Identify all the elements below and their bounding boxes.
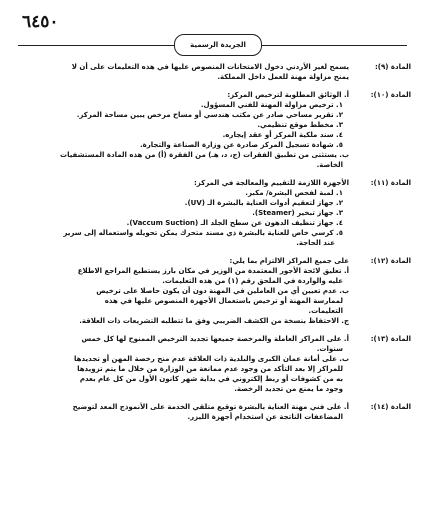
article-line: للمراكز إلا بعد التأكد من وجود عدم ممانعة من الوزارة من خلال ما يتم تزويدها bbox=[77, 365, 343, 373]
article-label: المادة (١٢): bbox=[370, 257, 411, 265]
article-line: يسمح لغير الأردني دخول الامتحانات المنصوص عليها في هذه التعليمات على أن لا bbox=[71, 63, 349, 71]
article-body bbox=[18, 402, 349, 422]
article-body bbox=[18, 256, 349, 326]
article-line: سنوات. bbox=[316, 345, 343, 353]
document-body bbox=[18, 62, 411, 430]
article-body bbox=[18, 334, 349, 394]
article-line: الخاصة. bbox=[316, 161, 343, 169]
article-body bbox=[18, 178, 349, 248]
article-body bbox=[18, 90, 349, 170]
article-14 bbox=[18, 402, 411, 422]
article-body bbox=[18, 62, 349, 82]
article-line: يمنح مزاولة مهنة للعمل داخل المملكة. bbox=[217, 73, 349, 81]
article-line: على جميع المراكز الالتزام بما يلي: bbox=[229, 257, 349, 265]
article-11 bbox=[18, 178, 411, 248]
article-line: الأجهزة اللازمة للتقييم والمعالجة في المركز: bbox=[193, 179, 349, 187]
article-line: عند الحاجة. bbox=[296, 239, 335, 247]
article-line: ١. لمبة لفحص البشرة/ مكبر. bbox=[245, 189, 343, 197]
article-line: أ. على فني مهنة العناية بالبشرة توقيع متلقي الخدمة على الأنموذج المعد لتوضيح bbox=[72, 403, 349, 411]
article-line: التعليمات. bbox=[308, 307, 343, 315]
article-line: ١. ترخيص مزاولة المهنة للفني المسؤول. bbox=[200, 101, 343, 109]
article-line: أ. تعليق لائحة الأجور المعتمدة من الوزير في مكان بارز يستطيع المراجع الاطلاع bbox=[77, 267, 349, 275]
article-label: المادة (١١): bbox=[370, 179, 411, 187]
header-title: الجريدة الرسمية bbox=[174, 34, 262, 56]
article-label: المادة (٩): bbox=[375, 63, 411, 71]
article-10 bbox=[18, 90, 411, 170]
article-line: ب. على أمانة عمان الكبرى والبلدية ذات العلاقة عدم منح رخصة المهن أو تجديدها bbox=[74, 355, 349, 363]
article-line: ب. يستثنى من تطبيق الفقرات (ج، د، هـ) من الفقرة (أ) من هذه المادة المستشفيات bbox=[60, 151, 349, 159]
article-line: ٣. جهاز تبخير (Steamer). bbox=[252, 209, 343, 217]
article-12 bbox=[18, 256, 411, 326]
article-line: به من كشوفات أو ربط إلكتروني في بداية شهر كانون الأول من كل عام بعدم bbox=[79, 375, 343, 383]
article-line: ٥. شهادة تسجيل المركز صادرة عن وزارة الصناعة والتجارة. bbox=[139, 141, 343, 149]
article-line: أ. على المراكز العاملة والمرخصة جميعها تجديد الترخيص الممنوح لها كل خمس bbox=[81, 335, 349, 343]
article-line: ٢. جهاز لتعقيم أدوات العناية بالبشرة الـ (UV). bbox=[184, 199, 343, 207]
article-line: أ. الوثائق المطلوبة لترخيص المركز: bbox=[227, 91, 349, 99]
article-line: ٣. مخطط موقع تنظيمي. bbox=[257, 121, 343, 129]
article-line: وجود ما يمنع من تجديد الرخصة. bbox=[234, 385, 343, 393]
article-line: ٢. تقرير مساحي صادر عن مكتب هندسي أو مساح مرخص يبين مساحة المركز. bbox=[76, 111, 343, 119]
article-line: لممارسة المهنة أو ترخيص باستعمال الأجهزة المنصوص عليها في هذه bbox=[104, 297, 343, 305]
article-line: ٤. سند ملكية المركز أو عقد إيجاره. bbox=[222, 131, 343, 139]
article-label: المادة (١٤): bbox=[370, 403, 411, 411]
article-label: المادة (١٣): bbox=[370, 335, 411, 343]
article-label: المادة (١٠): bbox=[370, 91, 411, 99]
article-13 bbox=[18, 334, 411, 394]
page-number: ٦٤٥٠ bbox=[22, 12, 59, 32]
article-line: ب. عدم تعيين أي من العاملين في المهنة دون أن يكون حاصلا على ترخيص bbox=[96, 287, 349, 295]
article-line: ٥. كرسي خاص للعناية بالبشرة ذي مسند متحرك يمكن تحويله واستعماله إلى سرير bbox=[63, 229, 343, 237]
article-line: المضاعفات الناتجة عن استخدام أجهزة الليزر. bbox=[187, 413, 343, 421]
article-9 bbox=[18, 62, 411, 82]
article-line: ج. الاحتفاظ بنسخة من الكشف الضريبي وفق ما تتطلبه التشريعات ذات العلاقة. bbox=[79, 317, 349, 325]
article-line: ٤. جهاز تنظيف الدهون عن سطح الجلد الـ (Vaccum Suction). bbox=[126, 219, 343, 227]
article-line: عليه والواردة في الملحق رقم (١) من هذه التعليمات. bbox=[162, 277, 343, 285]
